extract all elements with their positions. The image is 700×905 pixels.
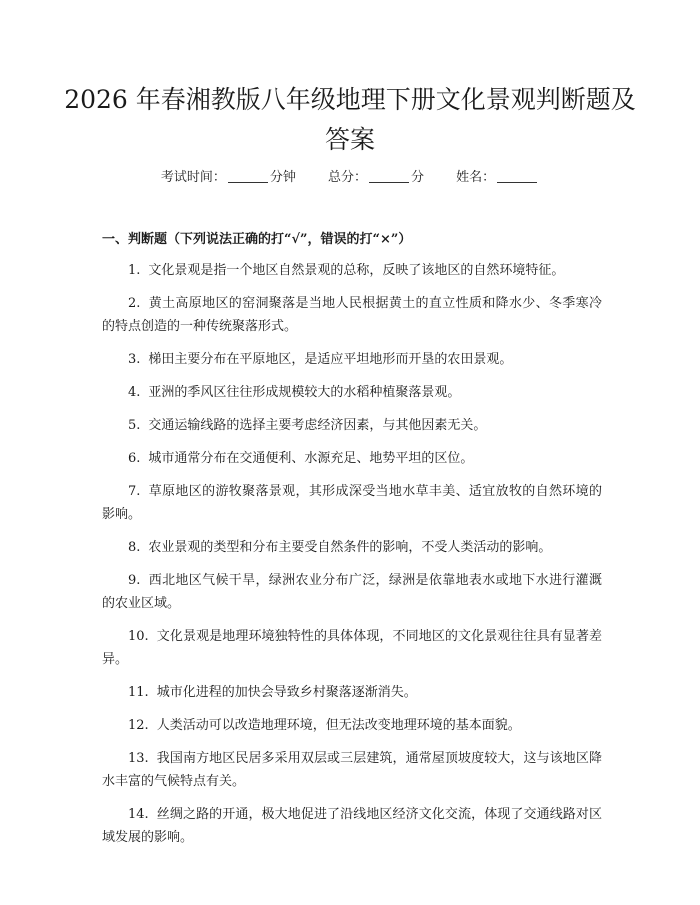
question-text: 草原地区的游牧聚落景观，其形成深受当地水草丰美、适宜放牧的自然环境的影响。: [102, 484, 602, 522]
total-score-label: 总分：: [327, 170, 367, 185]
total-score-blank: [369, 168, 409, 183]
total-score-unit: 分: [411, 170, 425, 185]
question-number: 12.: [128, 718, 149, 733]
question-list: [102, 259, 602, 859]
question-number: 5.: [128, 418, 141, 433]
question-item: [102, 714, 602, 737]
question-text: 交通运输线路的选择主要考虑经济因素，与其他因素无关。: [148, 418, 487, 433]
question-number: 10.: [128, 629, 149, 644]
question-number: 11.: [128, 685, 149, 700]
student-name-label: 姓名：: [456, 170, 496, 185]
question-text: 我国南方地区民居多采用双层或三层建筑，通常屋顶坡度较大，这与该地区降水丰富的气候特点有关。: [102, 751, 602, 789]
question-item: [102, 569, 602, 615]
question-number: 6.: [128, 451, 141, 466]
total-score: [328, 168, 424, 188]
question-text: 文化景观是地理环境独特性的具体体现，不同地区的文化景观往往具有显著差异。: [102, 629, 602, 667]
exam-time-unit: 分钟: [269, 170, 296, 185]
question-text: 城市化进程的加快会导致乡村聚落逐渐消失。: [156, 685, 417, 700]
exam-time-label: 考试时间：: [160, 170, 226, 185]
question-text: 人类活动可以改造地理环境，但无法改变地理环境的基本面貌。: [156, 718, 521, 733]
question-item: [102, 681, 602, 704]
question-item: [102, 803, 602, 849]
question-number: 7.: [128, 484, 141, 499]
question-number: 9.: [128, 573, 141, 588]
student-name-blank: [497, 168, 537, 183]
question-number: 4.: [128, 385, 141, 400]
question-text: 西北地区气候干旱，绿洲农业分布广泛，绿洲是依靠地表水或地下水进行灌溉的农业区域。: [102, 573, 602, 611]
exam-info: [0, 168, 700, 188]
question-text: 城市通常分布在交通便利、水源充足、地势平坦的区位。: [148, 451, 474, 466]
question-number: 8.: [128, 540, 141, 555]
question-item: [102, 447, 602, 470]
question-text: 丝绸之路的开通，极大地促进了沿线地区经济文化交流，体现了交通线路对区域发展的影响。: [102, 807, 602, 845]
question-number: 13.: [128, 751, 149, 766]
question-item: [102, 536, 602, 559]
question-item: [102, 292, 602, 338]
question-text: 黄土高原地区的窑洞聚落是当地人民根据黄土的直立性质和降水少、冬季寒冷的特点创造的一种传统聚落形式。: [102, 296, 602, 334]
question-text: 文化景观是指一个地区自然景观的总称，反映了该地区的自然环境特征。: [148, 263, 565, 278]
question-text: 梯田主要分布在平原地区，是适应平坦地形而开垦的农田景观。: [148, 352, 513, 367]
question-item: [102, 348, 602, 371]
question-number: 1.: [128, 263, 141, 278]
question-item: [102, 747, 602, 793]
question-item: [102, 259, 602, 282]
question-text: 农业景观的类型和分布主要受自然条件的影响，不受人类活动的影响。: [148, 540, 552, 555]
section-heading: 一、判断题（下列说法正确的打“√”，错误的打“×”）: [102, 232, 412, 247]
student-name: [456, 168, 539, 188]
question-item: [102, 381, 602, 404]
exam-time: [161, 168, 296, 188]
page-title: 2026 年春湘教版八年级地理下册文化景观判断题及答案: [64, 85, 636, 154]
question-item: [102, 625, 602, 671]
question-number: 14.: [128, 807, 149, 822]
question-item: [102, 480, 602, 526]
question-number: 3.: [128, 352, 141, 367]
question-text: 亚洲的季风区往往形成规模较大的水稻种植聚落景观。: [148, 385, 461, 400]
question-item: [102, 414, 602, 437]
exam-time-blank: [228, 168, 268, 183]
question-number: 2.: [128, 296, 141, 311]
